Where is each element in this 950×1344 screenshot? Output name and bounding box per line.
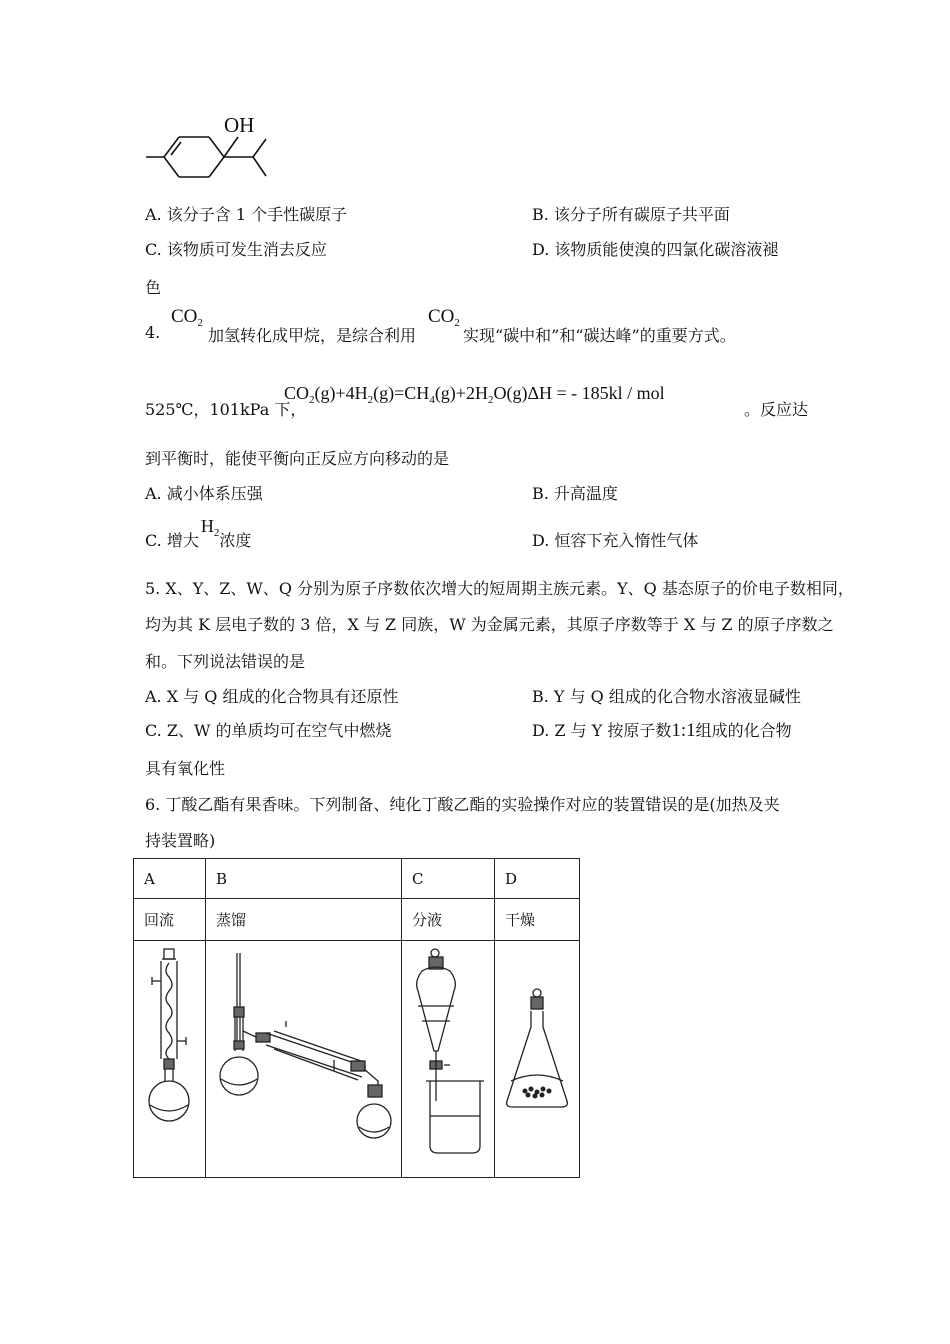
apparatus-table xyxy=(133,858,580,1178)
q5-option-a: A. X 与 Q 组成的化合物具有还原性 xyxy=(145,687,399,706)
q4-condition: 525℃，101kPa 下， xyxy=(145,400,307,419)
q3-option-b: B. 该分子所有碳原子共平面 xyxy=(532,205,730,224)
reflux-apparatus-image xyxy=(134,941,205,1177)
q4-option-c: C. 增大$H_2$浓度 xyxy=(145,516,252,550)
q6-line1: 6. 丁酸乙酯有果香味。下列制备、纯化丁酸乙酯的实验操作对应的装置错误的是(加热及夹 xyxy=(145,795,780,814)
drying-flask-image xyxy=(495,941,579,1177)
q3-option-d: D. 该物质能使溴的四氯化碳溶液褪 xyxy=(532,240,779,259)
col-a-letter: A xyxy=(134,859,206,899)
drying-flask-cell xyxy=(495,941,580,1178)
col-d-letter: D xyxy=(495,859,580,899)
q6-line2: 持装置略) xyxy=(145,831,216,850)
q4-intro-end: 实现“碳中和”和“碳达峰”的重要方式。 xyxy=(463,326,736,345)
q5-line3: 和。下列说法错误的是 xyxy=(145,652,306,671)
col-d-name: 干燥 xyxy=(495,899,580,941)
alpha-terpineol-structure xyxy=(140,112,280,187)
separatory-funnel-cell xyxy=(402,941,495,1178)
q5-line2: 均为其 K 层电子数的 3 倍，X 与 Z 同族，W 为金属元素，其原子序数等于 X 与 Z 的原子序数之 xyxy=(145,615,834,634)
q5-line1: 5. X、Y、Z、W、Q 分别为原子序数依次增大的短周期主族元素。Y、Q 基态原子的价电子数相同， xyxy=(145,579,854,598)
col-c-name: 分液 xyxy=(402,899,495,941)
col-a-name: 回流 xyxy=(134,899,206,941)
q5-option-d: D. Z 与 Y 按原子数1:1组成的化合物 xyxy=(532,720,792,741)
separatory-funnel-image xyxy=(402,941,494,1177)
q3-option-c: C. 该物质可发生消去反应 xyxy=(145,240,327,259)
reflux-apparatus-cell xyxy=(134,941,206,1178)
q4-option-b: B. 升高温度 xyxy=(532,484,618,503)
q4-co2-formula: $CO_2$ xyxy=(171,306,203,329)
q5-option-d-continued: 具有氧化性 xyxy=(145,759,226,778)
col-b-letter: B xyxy=(206,859,402,899)
q4-co2-formula-2: $CO_2$ xyxy=(428,306,460,329)
q4-intro-mid: 加氢转化成甲烷，是综合利用 xyxy=(208,326,417,345)
q4-option-a: A. 减小体系压强 xyxy=(145,484,263,503)
q4-option-d: D. 恒容下充入惰性气体 xyxy=(532,531,699,550)
q4-number: 4. xyxy=(145,323,161,342)
q5-option-c: C. Z、W 的单质均可在空气中燃烧 xyxy=(145,721,392,740)
distillation-apparatus-cell xyxy=(206,941,402,1178)
col-c-letter: C xyxy=(402,859,495,899)
hydroxyl-label: OH xyxy=(224,113,255,137)
q3-option-d-continued: 色 xyxy=(145,278,162,297)
q3-option-a: A. 该分子含 1 个手性碳原子 xyxy=(145,205,348,224)
q4-equation: $CO_2(g)+4H_2(g)=CH_4(g)+2H_2O(g)\Delta H$ = - 185kl / mol xyxy=(284,383,665,406)
q5-option-b: B. Y 与 Q 组成的化合物水溶液显碱性 xyxy=(532,687,801,706)
distillation-apparatus-image xyxy=(206,941,401,1177)
col-b-name: 蒸馏 xyxy=(206,899,402,941)
q4-line3: 到平衡时，能使平衡向正反应方向移动的是 xyxy=(145,449,450,468)
q4-after-equation: 。反应达 xyxy=(744,400,809,419)
